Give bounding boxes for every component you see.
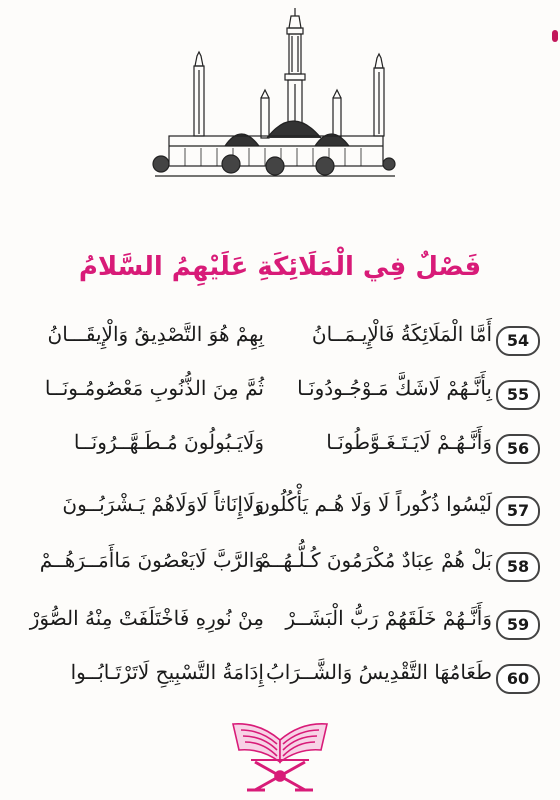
- mosque-illustration-icon: [155, 6, 395, 188]
- verse-row: [0, 602, 560, 648]
- verse-row: [0, 318, 560, 364]
- verse-row: [0, 372, 560, 418]
- verse-second-hemistich: وَالرَّبَّ لَايَعْصُونَ مَاأَمَــرَهُــمْ: [39, 548, 264, 572]
- verse-number-badge: 56: [496, 434, 540, 464]
- section-title: فَصْلٌ فِي الْمَلَائِكَةِ عَلَيْهِمُ السَّلامُ: [78, 252, 482, 282]
- verse-row: [0, 656, 560, 702]
- verse-first-hemistich: طَعَامُهَا التَّقْدِيسُ وَالشَّــرَابُ: [265, 660, 492, 684]
- verse-number-badge: 54: [496, 326, 540, 356]
- verse-first-hemistich: وَأَنَّـهُـمْ لَايَـتَـغَـوَّطُونَـا: [326, 430, 492, 454]
- verse-number-badge: 60: [496, 664, 540, 694]
- verse-second-hemistich: إِدَامَةُ التَّسْبِيحِ لَاتَرْتَـابُــوا: [70, 660, 264, 684]
- verse-first-hemistich: بِأَنَّـهُمْ لَاشَكَّ مَـوْجُـودُونَـا: [297, 376, 492, 400]
- verse-second-hemistich: ثُمَّ مِنَ الذُّنُوبِ مَعْصُومُـونَــا: [44, 376, 264, 400]
- verse-number-badge: 58: [496, 552, 540, 582]
- verse-first-hemistich: وَأَنَّـهُمْ خَلَقَهُمْ رَبُّ الْبَشَــرْ: [285, 606, 492, 630]
- verse-second-hemistich: وَلَاإِنَاثاً لَاوَلَاهُمْ يَـشْرَبُــونَ: [62, 492, 264, 516]
- page-edge-marker: [552, 30, 558, 42]
- verse-second-hemistich: مِنْ نُورِهِ فَاخْتَلَفَتْ مِنْهُ الصُّوَرْ: [29, 606, 264, 630]
- verse-first-hemistich: بَلْ هُمْ عِبَادٌ مُكْرَمُونَ كُـلُّـهُــمْ: [258, 548, 492, 572]
- verse-second-hemistich: بِهِمْ هُوَ التَّصْدِيقُ وَالْإِيقَـــانُ: [47, 322, 264, 346]
- verse-second-hemistich: وَلَايَـبُولُونَ مُـطَـهَّــرُونَــا: [73, 430, 264, 454]
- verse-row: [0, 426, 560, 472]
- verse-number-badge: 55: [496, 380, 540, 410]
- verse-row: [0, 544, 560, 590]
- quran-stand-icon: [225, 700, 335, 796]
- verse-row: [0, 488, 560, 534]
- verse-number-badge: 57: [496, 496, 540, 526]
- verse-first-hemistich: أَمَّا الْمَلَائِكَةُ فَالْإِيـمَــانُ: [311, 322, 492, 346]
- verse-first-hemistich: لَيْسُوا ذُكُوراً لَا وَلَا هُـم يَأْكُلُون: [255, 492, 492, 516]
- verse-number-badge: 59: [496, 610, 540, 640]
